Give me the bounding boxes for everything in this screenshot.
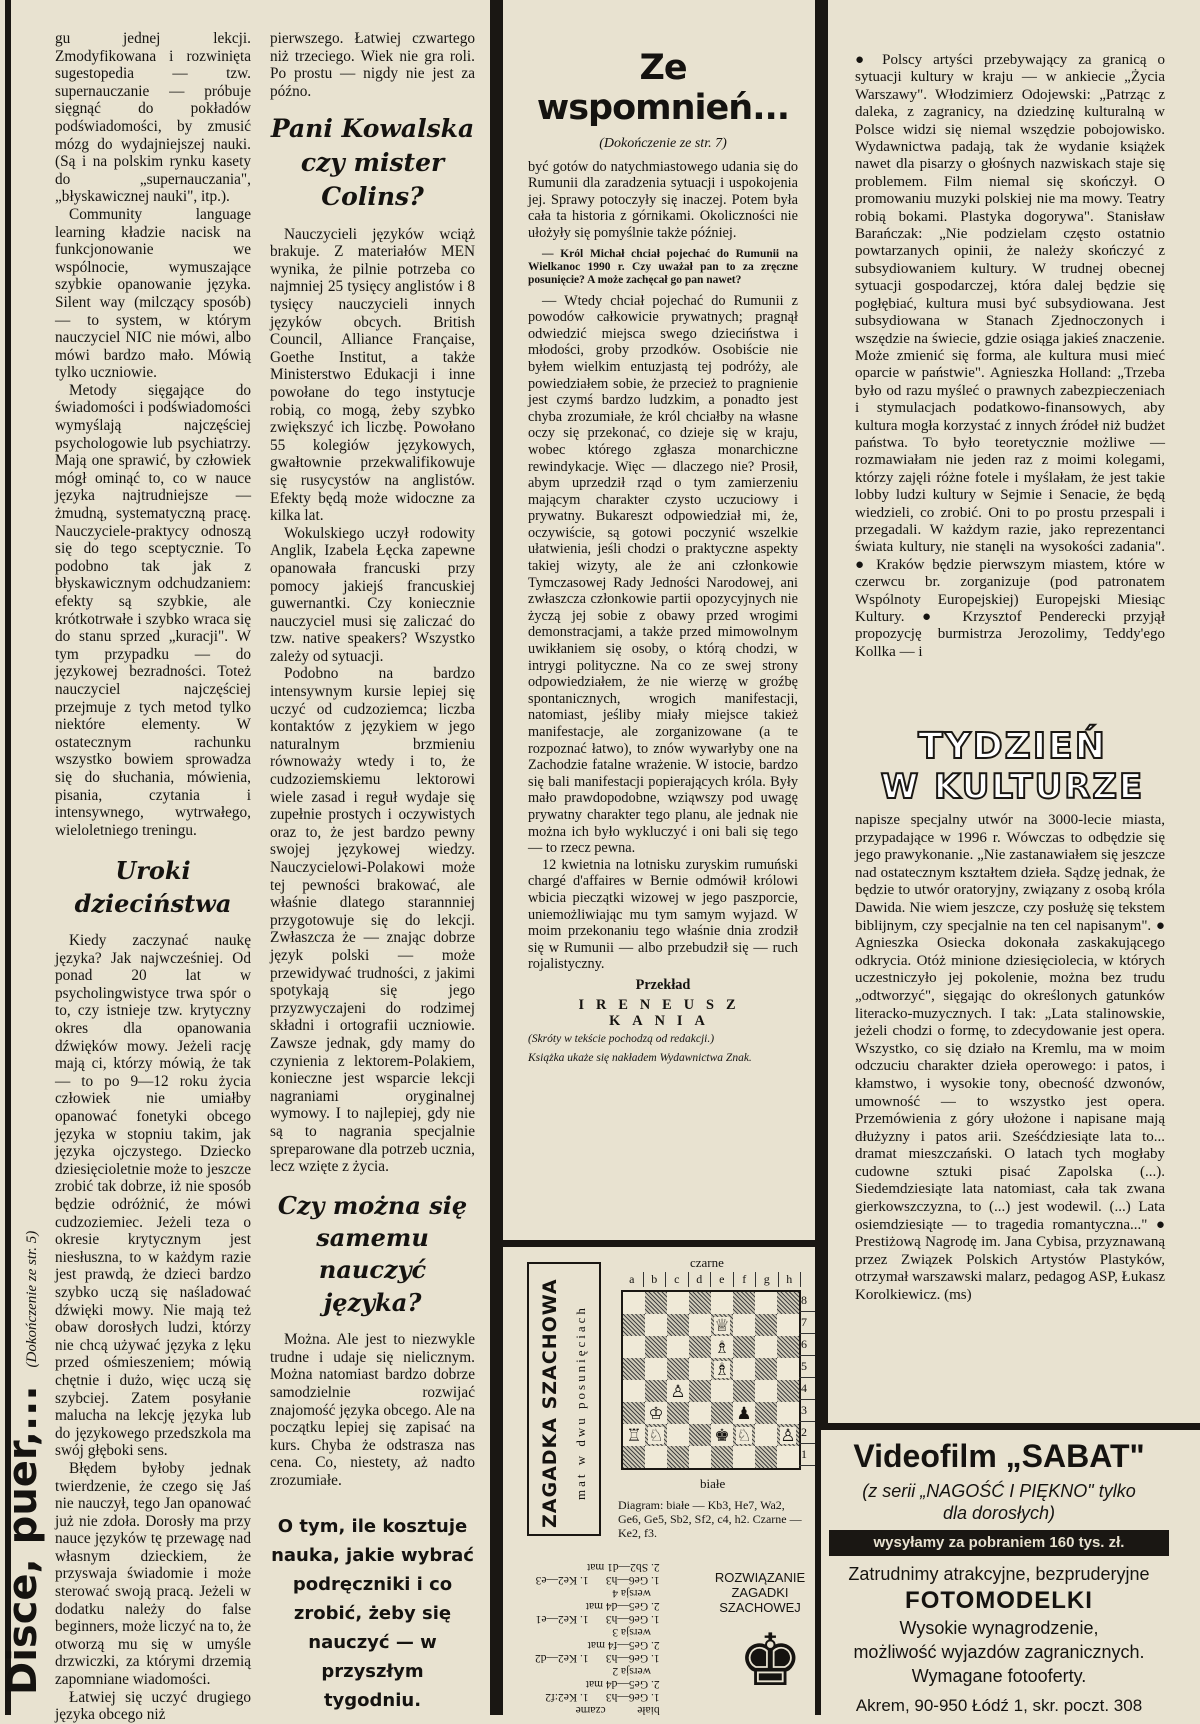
chess-square	[645, 1380, 667, 1402]
paragraph: Community language learning kładzie nacisk na funkcjonowanie we wspólnocie, wymuszające szybkie opanowanie języka. Silent way (milczący sposób) — to system, w którym nauczyciel NIC nie mówi, albo mówi bardzo mało. Mówią tylko uczniowie.	[55, 205, 251, 382]
paragraph: być gotów do natychmiastowego udania się do Rumunii dla zaradzenia sytuacji i uspokojenia jej. Sprawy potoczyły się inaczej. Potem była cała ta historia z górnikami. Okoliczności nie ułożyły się pomyślnie także później.	[528, 158, 798, 241]
chess-square	[733, 1336, 755, 1358]
ad-line: możliwość wyjazdów zagranicznych.	[853, 1642, 1145, 1662]
editorial-note: (Skróty w tekście pochodzą od redakcji.)	[528, 1032, 715, 1045]
article-title: Disce, puer,...	[0, 1385, 46, 1695]
chess-square	[733, 1358, 755, 1380]
chess-square	[645, 1314, 667, 1336]
king-icon: ♚	[738, 1621, 803, 1701]
column-rule-bottom-right	[815, 1430, 821, 1715]
chess-square	[645, 1336, 667, 1358]
paragraph: Błędem byłoby jednak twierdzenie, że czego się Jaś nie nauczył, tego Jan opanować już nie zdoła. Dorosły ma przy nauce języków tę przewagę nad własnym dzieckiem, że przyswaja świadomie i może sterować swoją pracą. Jeżeli w dodatku należy do false beginners, może liczyć na to, że otworzą mu się w umyśle drzwiczki, za którymi drzemią zapomniane wiadomości.	[55, 1459, 251, 1689]
ad-subtitle: (z serii „NAGOŚĆ I PIĘKNO" tylko dla dorosłych)	[862, 1481, 1136, 1523]
chess-square	[689, 1402, 711, 1424]
paragraph: pierwszego. Łatwiej czwartego niż trzeciego. Wiek nie gra roli. Po prostu — nigdy nie jest za późno.	[270, 30, 475, 100]
chess-square	[711, 1314, 733, 1336]
paragraph: Kiedy zaczynać naukę języka? Jak najwcześniej. Od ponad 20 lat w psycholingwistyce trwa spór o to, czy istnieje tzw. krytyczny okres dla opanowania dźwięków mowy. Jeżeli rację mają ci, którzy mówią, że tak — to po 9—12 roku życia człowiek nie umiałby opanować fonetyki obcego języka w stopniu takim, jak języka ojczystego. Dziecko dziesięcioletnie może to jeszcze zrobić tak dobrze, iż nie sposób będzie odróżnić, że mówi cudzoziemiec. Jeżeli teza o okresie krytycznym jest niesłuszna, to w każdym razie jest prawdą, że dzieci bardzo szybko uczą się naśladować dźwięki mowy. Nie mają też obaw dorosłych ludzi, którzy nie chcą używać języka z lęku przed ośmieszeniem; mówią chętnie i dużo, więc uczą się szybciej. Zatem posyłanie malucha na lekcję języka lub do językowego przedszkola ma swój głęboki sens.	[55, 932, 251, 1460]
chess-files	[621, 1272, 801, 1287]
vertical-article-title	[0, 565, 46, 1715]
translator-name: IRENEUSZ KANIA	[578, 996, 748, 1030]
paragraph: Nauczycieli języków wciąż brakuje. Z materiałów MEN wynika, że pilnie potrzeba co najmniej 25 tysięcy anglistów i 8 tysięcy nauczycieli innych języków obcych. British Council, Alliance Française, Goethe Institut, a także Ministerstwo Edukacji i inne powołane do tego instytucje robią, co mogą, żeby szybko zwiększyć ich liczbę. Powołano 55 kolegiów językowych, gwałtownie przekwalifikowuje się rusycystów na anglistów. Efekty będą może widoczne za kilka lat.	[270, 225, 475, 525]
paragraph: Metody sięgające do świadomości i podświadomości wymyślają najczęściej psychologowie lub psychiatrzy. Mają one sprawić, by człowiek mógł ominąć to, co w nauce języka najtrudniejsze — żmudną, systematyczną pracę. Nauczyciele-praktycy odnoszą się do tego sceptycznie. To podobno tak jak z błyskawicznym odchudzaniem: efekty są szybkie, ale krótkotrwałe i szybko wraca się do stanu sprzed „kuracji". W tym przypadku — do językowej bezradności. Toteż nauczyciel najczęściej przejmuje z tych metod tylko niektóre elementy. W ostatecznym rachunku wszystko bowiem sprowadza się do słuchania, mówienia, pisania, czytania i intensywnego, wytrwałego, wieloletniego treningu.	[55, 381, 251, 839]
subheading-pani-kowalska: Pani Kowalska czy mister Colins?	[270, 114, 475, 211]
chess-square	[623, 1292, 645, 1314]
chess-subtitle: mat w dwu posunięciach	[573, 1305, 588, 1500]
chess-square	[777, 1336, 799, 1358]
subheading-uroki: Uroki dzieciństwa	[74, 856, 232, 918]
ad-address: Akrem, 90-950 Łódź 1, skr. poczt. 308	[855, 1696, 1143, 1715]
chess-rank-label: 6	[799, 1334, 815, 1356]
article-column-4	[855, 52, 1165, 661]
paragraph: Podobno na bardzo intensywnym kursie lepiej się uczyć od cudzoziemca; liczba kontaktów z językiem w jego naturalnym brzmieniu równoważy wtedy i to, że cudzoziemskiemu lektorowi wiele zasad i reguł wydaje się zupełnie prostych i oczywistych oraz to, że jest bardzo pewny swojej językowej wiedzy. Nauczycielowi-Polakowi może tej pewności brakować, ale właśnie dlatego starannniej przygotowuje się do lekcji. Zwłaszcza że — znając dobrze język polski — może przewidywać trudności, z jakimi spotykają się jego przyzwyczajeni do rodzimej składni i ortografii uczniowie. Zawsze jednak, gdy mamy do czynienia z lektorem-Polakiem, konieczne jest wsparcie lekcji nagraniami oryginalnej wymowy. I to najlepiej, gdy nie są to nagrania specjalnie spreparowane dla potrzeb ucznia, lecz wzięte z życia.	[270, 665, 475, 1176]
chess-file-label: c	[666, 1272, 689, 1287]
chess-square	[645, 1446, 667, 1468]
chess-square	[645, 1358, 667, 1380]
publisher-note: Książka ukaże się nakładem Wydawnictwa Znak.	[528, 1051, 752, 1064]
chess-rank-label: 5	[799, 1356, 815, 1378]
chess-piece-icon: ♔	[648, 1403, 664, 1423]
advertisement	[829, 1430, 1169, 1718]
chess-square	[733, 1402, 755, 1424]
chess-square	[777, 1402, 799, 1424]
chess-square	[623, 1402, 645, 1424]
chess-square	[711, 1446, 733, 1468]
article-column-4-cont	[855, 812, 1165, 1305]
paragraph: gu jednej lekcji. Zmodyfikowana i rozwinięta sugestopedia — tzw. supernauczanie — próbuje sięgnąć do pokładów podświadomości, by zmusić mózg do wydajniejszej nauki. (Są i na polskim rynku kasety do „supernauczania", „błyskawicznej nauki", itp.).	[55, 30, 251, 206]
chess-board	[621, 1290, 801, 1470]
paragraph: Łatwiej się uczyć drugiego języka obcego niż	[55, 1688, 251, 1724]
article-column-2	[270, 30, 475, 1715]
chess-square	[623, 1336, 645, 1358]
chess-square	[645, 1402, 667, 1424]
chess-solution: białe czarne 1. Ge6—h3 1. Ke2:f2 2. Ge5—d4 mat wersja 2 1. Ge6—h3 1. Ke2—d2 2. Ge5—f4 mat wersja 3 1. Ge6—h3 1. Ke2—e1 2. Ge5—d4 mat wersja 4 1. Ge6—h3 1. Ke2—e3 2. Sb2—d1 mat	[535, 1561, 660, 1716]
chess-square	[777, 1292, 799, 1314]
paragraph: 12 kwietnia na lotnisku zuryskim rumuński chargé d'affaires w Bernie odmówił królowi wbicia pieczątki wizowej w jego paszporcie, uniemożliwiając mu tym samym wyjazd. W moim przekonaniu tego właśnie dnia zrodził się w Rumunii — albo przebudził się — ruch rojalistyczny.	[528, 856, 798, 973]
chess-square	[777, 1358, 799, 1380]
chess-square	[755, 1336, 777, 1358]
chess-file-label: e	[711, 1272, 734, 1287]
chess-square	[689, 1292, 711, 1314]
chess-top-rule	[503, 1240, 815, 1247]
chess-file-label: d	[689, 1272, 712, 1287]
closing-teaser: O tym, ile kosztuje nauka, jakie wybrać podręczniki i co zrobić, żeby się nauczyć — w przyszłym tygodniu.	[271, 1515, 474, 1711]
chess-rank-label: 4	[799, 1378, 815, 1400]
continuation-note: (Dokończenie ze str. 5)	[24, 1230, 40, 1368]
chess-piece-icon: ♗	[714, 1337, 730, 1357]
chess-piece-icon: ♗	[714, 1359, 730, 1379]
chess-piece-icon: ♙	[780, 1425, 796, 1445]
chess-file-label: f	[734, 1272, 757, 1287]
chess-square	[777, 1446, 799, 1468]
ad-line: Wysokie wynagrodzenie,	[899, 1618, 1099, 1638]
ad-bar: wysyłamy za pobraniem 160 tys. zł.	[829, 1530, 1169, 1556]
chess-piece-icon: ♘	[648, 1425, 664, 1445]
chess-square	[645, 1424, 667, 1446]
article-column-1	[55, 30, 251, 1724]
chess-rank-label: 1	[799, 1444, 815, 1466]
chess-square	[689, 1424, 711, 1446]
ad-heading: FOTOMODELKI	[905, 1587, 1093, 1614]
chess-square	[711, 1292, 733, 1314]
chess-vertical-subtitle	[572, 1305, 590, 1500]
article-heading: Ze wspomnień...	[536, 48, 790, 128]
paragraph: Można. Ale jest to niezwykle trudne i udaje się nielicznym. Można natomiast bardzo dobrze samodzielnie rozwijać znajomość języka obcego. Ale na początku lepiej się zapisać na kurs. Chyba że odstrasza nas cena. Co, niestety, aż nadto zrozumiałe.	[270, 1331, 475, 1489]
chess-square	[777, 1380, 799, 1402]
column-rule-left	[490, 0, 503, 1715]
chess-square	[733, 1446, 755, 1468]
ad-line: Zatrudnimy atrakcyjne, bezpruderyjne	[848, 1564, 1150, 1584]
column-rule-right	[815, 0, 828, 1430]
chess-square	[667, 1358, 689, 1380]
chess-top-label: czarne	[690, 1255, 724, 1270]
chess-square	[623, 1380, 645, 1402]
chess-rank-label: 3	[799, 1400, 815, 1422]
chess-square	[689, 1358, 711, 1380]
chess-square	[689, 1336, 711, 1358]
chess-bottom-label: białe	[700, 1476, 726, 1491]
banner-line-1: TYDZIEŃ	[918, 726, 1107, 767]
chess-square	[711, 1336, 733, 1358]
chess-square	[777, 1314, 799, 1336]
paragraph: — Wtedy chciał pojechać do Rumunii z powodów całkowicie prywatnych; pragnął odwiedzić miejsca swego dzieciństwa i młodości, groby przodków. Osobiście nie byłem wielkim entuzjastą tej podróży, ale powiedziałem sobie, że przecież to pragnienie jest czymś bardzo ludzkim, a ponadto jest chyba zrozumiałe, że król chciałby na własne oczy się przekonać, co dzieje się w kraju, wobec którego zgłasza monarchiczne rewindykacje. Więc — dlaczego nie? Prosił, abym uprzedził rząd o tym zamierzeniu mającym charakter czysto uczuciowy i prywatny. Bukareszt odpowiedział mi, że, oczywiście, są gotowi poczynić wszelkie ułatwienia, jeśli chodzi o praktyczne aspekty takiej wizyty, ale że ani członkowie Tymczasowej Rady Jedności Narodowej, ani zwłaszcza członkowie partii opozycyjnych nie życzą jej sobie z obawy przed wrogimi demonstracjami, a także przed mimowolnym uwikłaniem się osoby, o którą chodzi, w intrygi polityczne. Na co ze swej strony odpowiedziałem, że nie wierzę w groźbę spontanicznych, wrogich manifestacji, natomiast, jeśliby miały miejsce takież manifestacje, ale zorganizowane (a te rozpoznać łatwo), to znów wywarłyby one na Zachodzie fatalne wrażenie. W istocie, bardzo się bali manifestacji popierających króla. Były mało prawdopodobne, wziąwszy pod uwagę prywatny charakter tego planu, ale jednak nie można ich było wykluczyć i oni bali się tego — to rzecz pewna.	[528, 292, 798, 857]
chess-solution-title: ROZWIĄZANIE ZAGADKI SZACHOWEJ	[714, 1570, 806, 1615]
chess-square	[623, 1446, 645, 1468]
paragraph: napisze specjalny utwór na 3000-lecie miasta, przypadające w 1996 r. Wówczas to odbędzie się jego prawykonanie. „Nie zastanawiałem się jeszcze nad ostatecznym kształtem dzieła. Sądzę jednak, że będzie to utwór oratoryjny, związany z osobą króla Dawida. Nie wiem jeszcze, czy posłużę się tekstem biblijnym, czy specjalnie na ten cel napisanym". ● Agnieszka Osiecka dokonała zaskakującego odkrycia. Otóż minione dziesięciolecia, w których uczestniczyło jej pokolenie, można bez trudu „odtworzyć", sięgając do określonych gatunków literacko-muzycznych. I tak: „Lata stalinowskie, jeżeli chodzi o formę, to zdecydowanie jest opera. Wszystko, co się działo na Kremlu, ma w moim odczuciu charakter dzieła operowego: i patos, i kłamstwo, i wysokie tony, obecność dzwonów, umowność — to wszystko jest opera. Przemówienia z góry ułożone i napisane mają dłużyzny i patos arii. Sześćdziesiąte lata to... dramat mieszczański. O latach tych mogłaby cudowne sztuki pisać Zapolska (...). Siedemdziesiąte lata natomiast, cała tak zwana gierkowszczyzna, to (...) jest wodewil. (...) Lata osiemdziesiąte — to tragedia romantyczna..." ● Prestiżową Nagrodę im. Jana Cybisa, przyznawaną przez Związek Polskich Artystów Plastyków, otrzymał warszawski malarz, pedagog ASP, Łukasz Korolkiewicz. (ms)	[855, 812, 1165, 1304]
ad-title: Videofilm „SABAT"	[853, 1438, 1145, 1474]
chess-piece-icon: ♘	[736, 1425, 752, 1445]
chess-square	[667, 1402, 689, 1424]
chess-square	[623, 1424, 645, 1446]
chess-square	[733, 1314, 755, 1336]
banner-line-2: W KULTURZE	[880, 767, 1145, 807]
chess-square	[755, 1402, 777, 1424]
chess-rank-label: 2	[799, 1422, 815, 1444]
ad-line: Wymagane fotooferty.	[911, 1666, 1087, 1686]
chess-square	[645, 1292, 667, 1314]
chess-square	[711, 1424, 733, 1446]
chess-square	[623, 1358, 645, 1380]
chess-square	[689, 1314, 711, 1336]
continuation-note: (Dokończenie ze str. 7)	[599, 136, 727, 151]
chess-square	[667, 1292, 689, 1314]
chess-title: ZAGADKA SZACHOWA	[539, 1278, 561, 1528]
chess-square	[711, 1402, 733, 1424]
chess-file-label: g	[756, 1272, 779, 1287]
paragraph: ● Polscy artyści przebywający za granicą o sytuacji kultury w kraju — w ankiecie „Życia Warszawy". Włodzimierz Odojewski: „Patrząc z daleka, z zagranicy, na dziedzinę kulturalną w Polsce widzi się niemal wszędzie pobojowisko. Wydawnictwa padają, tak że wydanie książek nawet dla pisarzy o głośnych nazwiskach staje się problemem. Film niemal się skończył. O promowaniu muzyki polskiej nie ma mowy. Teatry robią bokami. Plastyka dogorywa". Stanisław Barańczak: „Nie podzielam często ostatnio powtarzanych opinii, że należy skończyć z subsydiowaniem kultury. W trudnej obecnej sytuacji gospodarczej, która dalej będzie się pogłębiać, kultura musi być subsydiowana. Jest subsydiowana w Stanach Zjednoczonych i wszędzie na świecie, gdzie osiąga jakieś znaczenie. Może zmienić się forma, ale kultura musi mieć oparcie w państwie". Agnieszka Holland: „Trzeba było od razu myśleć o prawnych zabezpieczeniach i stymulacjach podatkowo-finansowych, aby kultura mogła korzystać z innych źródeł niż budżet państwa. To było teoretycznie możliwe — rozmawiałam nie jeden raz z moimi kolegami, którzy zajęli różne fotele i myślałam, że jest takie lobby ludzi kultury w Sejmie i Senacie, że będą wiedzieli, co zrobić. Oni to po prostu przespali i przegadali. W każdym razie, jako reprezentanci świata kultury, nie stanęli na wysokości zadania". ● Kraków będzie pierwszym miastem, które w czerwcu br. zorganizuje (pod patronatem Wspólnoty Europejskiej) Europejski Miesiąc Kultury. ● Krzysztof Penderecki przyjął propozycję burmistrza Jerozolimy, Teddy'ego Kollka — i	[855, 52, 1165, 660]
chess-rank-label: 8	[799, 1290, 815, 1312]
subheading-czy-mozna: Czy można się samemu nauczyć języka?	[277, 1190, 468, 1317]
chess-square	[667, 1446, 689, 1468]
chess-piece-icon: ♕	[714, 1315, 730, 1335]
chess-piece-icon: ♙	[670, 1381, 686, 1401]
interview-question: — Król Michał chciał pojechać do Rumunii na Wielkanoc 1990 r. Czy uważał pan to za zręczne posunięcie? A może zachęcał go pan nawet?	[528, 247, 798, 286]
chess-square	[623, 1314, 645, 1336]
chess-square	[755, 1358, 777, 1380]
chess-square	[755, 1292, 777, 1314]
chess-square	[667, 1380, 689, 1402]
chess-vertical-title	[539, 1278, 561, 1528]
paragraph: Wokulskiego uczył rodowity Anglik, Izabela Łęcka zapewne opanowała francuski przy pomocy jakiejś francuskiej guwernantki. Czy koniecznie nauczyciel musi się zaliczać do tzw. native speakers? Wszystko zależy od sytuacji.	[270, 524, 475, 665]
chess-piece-icon: ♖	[626, 1425, 642, 1445]
chess-square	[667, 1336, 689, 1358]
chess-square	[711, 1358, 733, 1380]
article-column-3	[528, 48, 798, 1065]
chess-square	[755, 1446, 777, 1468]
chess-square	[667, 1424, 689, 1446]
chess-file-label: a	[621, 1272, 644, 1287]
chess-square	[733, 1424, 755, 1446]
chess-square	[733, 1292, 755, 1314]
chess-square	[733, 1380, 755, 1402]
chess-rank-label: 7	[799, 1312, 815, 1334]
chess-file-label: h	[779, 1272, 802, 1287]
chess-square	[755, 1380, 777, 1402]
chess-square	[689, 1380, 711, 1402]
culture-banner	[870, 727, 1155, 807]
chess-square	[689, 1446, 711, 1468]
chess-square	[667, 1314, 689, 1336]
chess-file-label: b	[644, 1272, 667, 1287]
chess-diagram-description: Diagram: białe — Kb3, He7, Wa2, Ge6, Ge5, Sb2, Sf2, c4, h2. Czarne — Ke2, f3.	[618, 1498, 802, 1540]
ad-top-rule	[828, 1423, 1200, 1430]
translation-label: Przekład	[635, 976, 691, 993]
chess-piece-icon: ♟	[736, 1403, 752, 1423]
chess-ranks	[799, 1290, 815, 1466]
chess-square	[777, 1424, 799, 1446]
chess-square	[711, 1380, 733, 1402]
chess-square	[755, 1424, 777, 1446]
chess-square	[755, 1314, 777, 1336]
chess-piece-icon: ♚	[714, 1425, 730, 1445]
